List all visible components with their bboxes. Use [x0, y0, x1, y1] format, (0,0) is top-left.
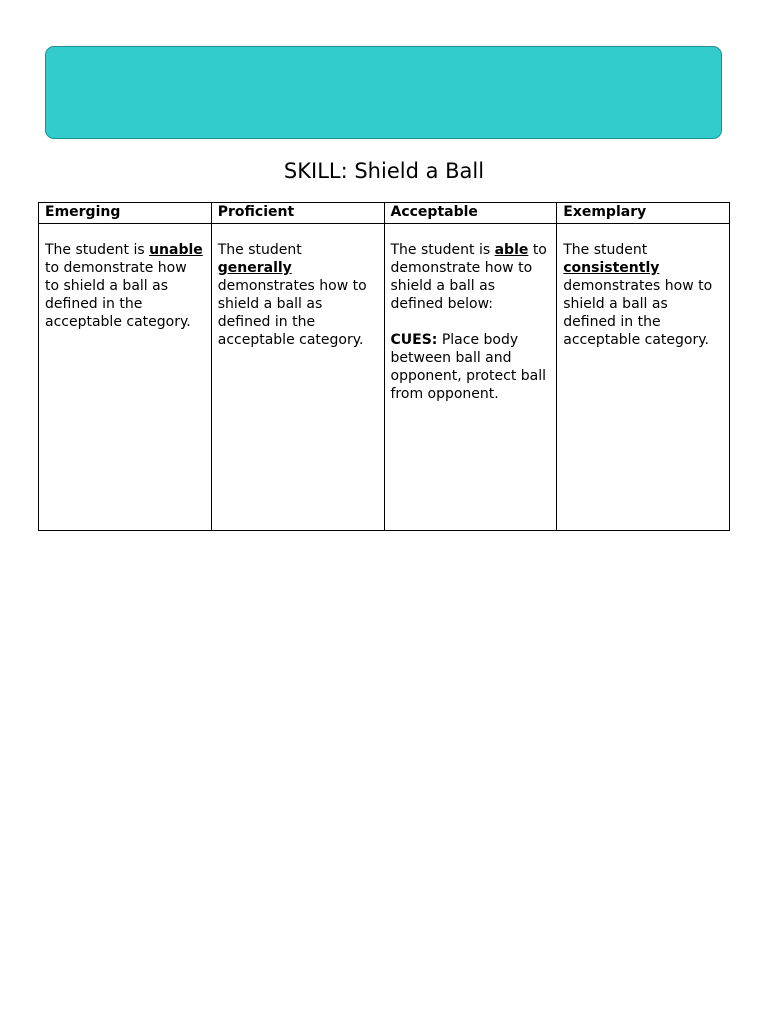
page-title: SKILL: Shield a Ball	[283, 159, 485, 183]
rubric-body-row	[39, 224, 730, 531]
cues-text: Place body between ball and opponent, protect ball from opponent.	[390, 332, 547, 402]
emerging-text-pre: The student is	[45, 242, 145, 258]
cell-emerging	[39, 224, 212, 531]
cell-exemplary	[557, 224, 730, 531]
cell-proficient	[211, 224, 384, 531]
proficient-text-post: demonstrates how to shield a ball as defined in the acceptable category.	[217, 278, 367, 348]
paragraph-gap	[391, 313, 551, 331]
cues-label: CUES:	[390, 332, 438, 348]
rubric-table	[38, 202, 730, 531]
exemplary-emphasis: consistently	[563, 260, 660, 276]
acceptable-text-post: to demonstrate how to shield a ball as defined below:	[390, 242, 547, 312]
proficient-text-pre: The student	[217, 242, 302, 258]
cell-acceptable	[384, 224, 557, 531]
header-exemplary: Exemplary	[557, 203, 730, 224]
emerging-emphasis: unable	[149, 242, 203, 258]
exemplary-text-post: demonstrates how to shield a ball as defined in the acceptable category.	[563, 278, 713, 348]
emerging-text-post: to demonstrate how to shield a ball as defined in the acceptable category.	[45, 260, 191, 330]
acceptable-text-pre: The student is	[390, 242, 491, 258]
proficient-emphasis: generally	[217, 260, 292, 276]
header-emerging: Emerging	[39, 203, 212, 224]
header-banner	[45, 46, 722, 139]
header-acceptable: Acceptable	[384, 203, 557, 224]
header-proficient: Proficient	[211, 203, 384, 224]
exemplary-text-pre: The student	[563, 242, 648, 258]
acceptable-emphasis: able	[494, 242, 529, 258]
rubric-header-row	[39, 203, 730, 224]
